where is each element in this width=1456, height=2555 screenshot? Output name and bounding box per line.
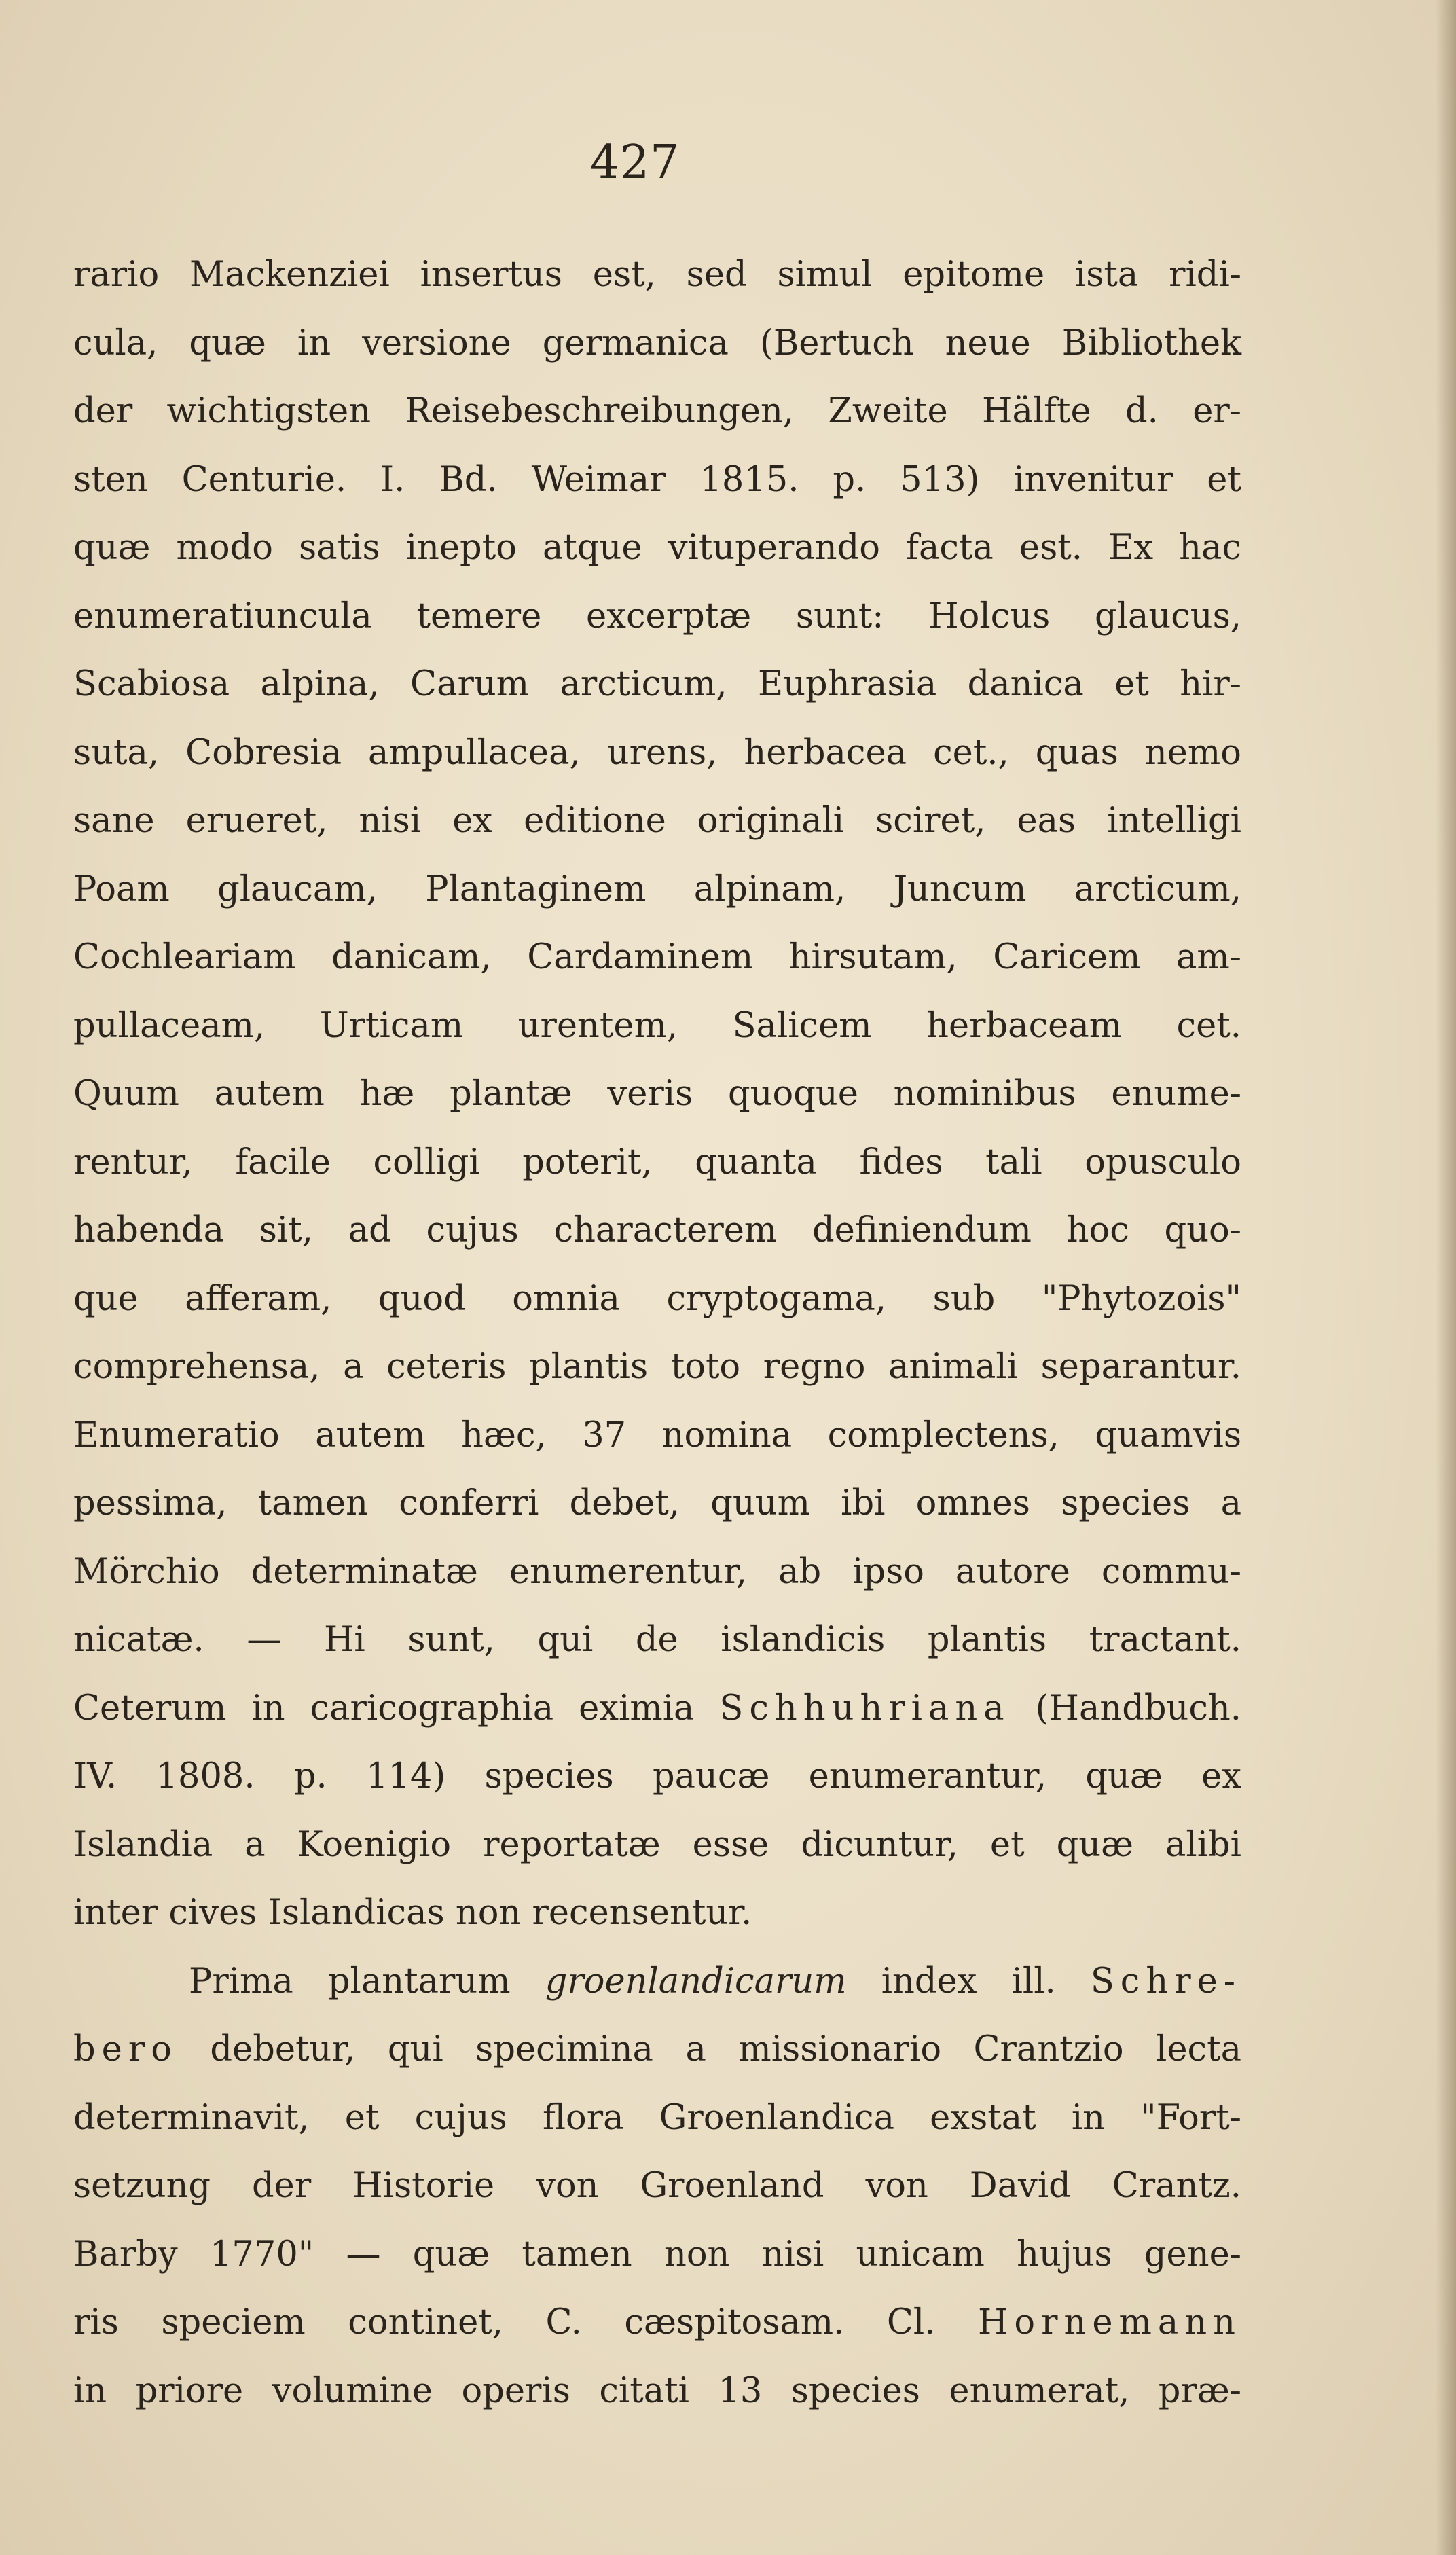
text-line: in priore volumine operis citati 13 species enumerat, præ- [73, 2370, 1241, 2411]
text-line [73, 2289, 1241, 2357]
text-line [73, 2016, 1241, 2084]
text-line: IV. 1808. p. 114) species paucæ enumerantur, quæ ex [73, 1756, 1241, 1796]
text-line: nicatæ. — Hi sunt, qui de islandicis plantis tractant. [73, 1620, 1241, 1660]
body-text [73, 241, 1241, 2425]
text-line: que afferam, quod omnia cryptogama, sub "Phytozois" [73, 1278, 1241, 1319]
text-line: suta, Cobresia ampullacea, urens, herbacea cet., quas nemo [73, 732, 1241, 773]
text-line: enumeratiuncula temere excerptæ sunt: Holcus glaucus, [73, 596, 1241, 636]
text-line [73, 1675, 1241, 1743]
spaced-author-name: Hornemann [977, 2302, 1241, 2342]
text-line: Barby 1770" — quæ tamen non nisi unicam hujus gene- [73, 2234, 1241, 2275]
text-line: Poam glaucam, Plantaginem alpinam, Juncum arcticum, [73, 869, 1241, 909]
text-segment: (Handbuch. [1010, 1688, 1241, 1728]
text-line: pessima, tamen conferri debet, quum ibi omnes species a [73, 1483, 1241, 1523]
spaced-author-name: bero [73, 2029, 178, 2069]
text-line: Scabiosa alpina, Carum arcticum, Euphrasia danica et hir- [73, 664, 1241, 704]
spaced-author-name: Schre- [1090, 1961, 1241, 2001]
text-segment: ris speciem continet, C. cæspitosam. Cl. [73, 2302, 978, 2342]
text-segment: debetur, qui specimina a missionario Crantzio lecta [177, 2029, 1241, 2069]
spaced-author-name: Schhuhriana [719, 1688, 1011, 1728]
text-line: der wichtigsten Reisebeschreibungen, Zweite Hälfte d. er- [73, 391, 1241, 431]
paragraph-start-line [73, 1948, 1241, 2016]
text-line: Cochleariam danicam, Cardaminem hirsutam, Caricem am- [73, 937, 1241, 977]
text-line: rario Mackenziei insertus est, sed simul epitome ista ridi- [73, 255, 1241, 295]
text-segment: Prima plantarum [189, 1961, 545, 2001]
page-edge-shadow [1436, 0, 1456, 2555]
text-line: sane erueret, nisi ex editione originali sciret, eas intelligi [73, 801, 1241, 841]
text-segment: Ceterum in caricographia eximia [73, 1688, 720, 1728]
text-segment: index ill. [846, 1961, 1091, 2001]
italic-term: groenlandicarum [545, 1961, 847, 2001]
text-line: cula, quæ in versione germanica (Bertuch neue Bibliothek [73, 323, 1241, 363]
text-line: quæ modo satis inepto atque vituperando facta est. Ex hac [73, 528, 1241, 568]
text-line: rentur, facile colligi poterit, quanta fides tali opusculo [73, 1142, 1241, 1182]
text-line: Quum autem hæ plantæ veris quoque nominibus enume- [73, 1074, 1241, 1114]
text-line: Islandia a Koenigio reportatæ esse dicuntur, et quæ alibi [73, 1824, 1241, 1865]
text-line: setzung der Historie von Groenland von David Crantz. [73, 2166, 1241, 2206]
text-line: comprehensa, a ceteris plantis toto regno animali separantur. [73, 1347, 1241, 1387]
paragraph-end-line: inter cives Islandicas non recensentur. [73, 1893, 752, 1933]
page-number: 427 [589, 136, 680, 189]
text-line: habenda sit, ad cujus characterem definiendum hoc quo- [73, 1210, 1241, 1250]
text-line: pullaceam, Urticam urentem, Salicem herbaceam cet. [73, 1005, 1241, 1046]
text-line: Enumeratio autem hæc, 37 nomina complectens, quamvis [73, 1415, 1241, 1455]
text-line: sten Centurie. I. Bd. Weimar 1815. p. 513) invenitur et [73, 459, 1241, 500]
text-line: Mörchio determinatæ enumerentur, ab ipso autore commu- [73, 1551, 1241, 1592]
text-line: determinavit, et cujus flora Groenlandica exstat in "Fort- [73, 2097, 1241, 2138]
